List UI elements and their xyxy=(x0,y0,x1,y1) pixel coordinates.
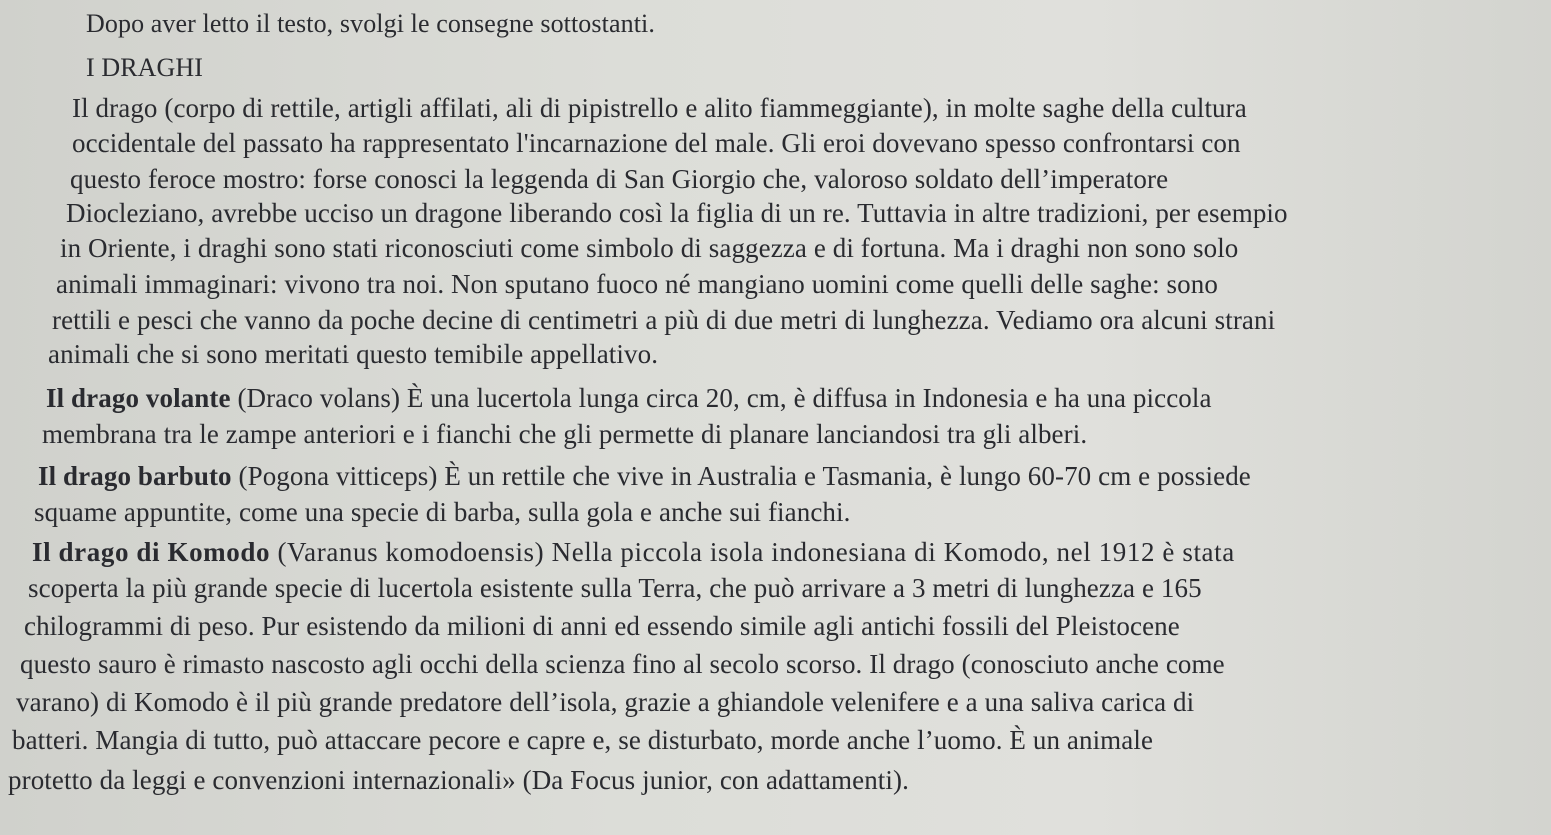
drago-barbuto-line: squame appuntite, come una specie di barba, sulla gola e anche sui fianchi. xyxy=(34,497,851,527)
drago-komodo-name: Il drago di Komodo xyxy=(32,537,271,567)
drago-volante-text: (Draco volans) È una lucertola lunga circa 20, cm, è diffusa in Indonesia e ha una piccola xyxy=(230,383,1212,413)
drago-barbuto-name: Il drago barbuto xyxy=(38,461,232,491)
intro-line: in Oriente, i draghi sono stati riconosciuti come simbolo di saggezza e di fortuna. Ma i draghi non sono solo xyxy=(60,233,1239,263)
document-title: I DRAGHI xyxy=(86,53,204,82)
drago-barbuto-text: (Pogona vitticeps) È un rettile che vive in Australia e Tasmania, è lungo 60-70 cm e possiede xyxy=(231,461,1251,491)
drago-komodo-line: scoperta la più grande specie di lucertola esistente sulla Terra, che può arrivare a 3 metri di lunghezza e 165 xyxy=(28,573,1202,603)
drago-volante-line xyxy=(46,382,1212,414)
intro-line: Il drago (corpo di rettile, artigli affilati, ali di pipistrello e alito fiammeggiante), in molte saghe della cultura xyxy=(72,93,1247,123)
intro-line: animali che si sono meritati questo temibile appellativo. xyxy=(48,339,659,369)
drago-komodo-text: (Varanus komodoensis) Nella piccola isola indonesiana di Komodo, nel 1912 è stata xyxy=(270,537,1235,567)
drago-komodo-line xyxy=(32,536,1235,568)
drago-volante-name: Il drago volante xyxy=(46,383,231,413)
drago-volante-line: membrana tra le zampe anteriori e i fianchi che gli permette di planare lanciandosi tra gli alberi. xyxy=(42,419,1088,449)
drago-komodo-line: batteri. Mangia di tutto, può attaccare pecore e capre e, se disturbato, morde anche l’uomo. È un animale xyxy=(12,725,1154,755)
drago-komodo-line: chilogrammi di peso. Pur esistendo da milioni di anni ed essendo simile agli antichi fossili del Pleistocene xyxy=(24,611,1180,641)
intro-line: animali immaginari: vivono tra noi. Non sputano fuoco né mangiano uomini come quelli delle saghe: sono xyxy=(56,269,1218,299)
drago-komodo-line: protetto da leggi e convenzioni internazionali» (Da Focus junior, con adattamenti). xyxy=(8,765,909,795)
intro-line: Diocleziano, avrebbe ucciso un dragone liberando così la figlia di un re. Tuttavia in altre tradizioni, per esempio xyxy=(66,198,1288,228)
drago-barbuto-line xyxy=(38,460,1251,492)
instructions-text: Dopo aver letto il testo, svolgi le consegne sottostanti. xyxy=(86,9,655,38)
intro-line: occidentale del passato ha rappresentato l'incarnazione del male. Gli eroi dovevano spesso confrontarsi con xyxy=(72,128,1241,158)
intro-line: questo feroce mostro: forse conosci la leggenda di San Giorgio che, valoroso soldato dell’imperatore xyxy=(70,164,1169,194)
drago-komodo-line: questo sauro è rimasto nascosto agli occhi della scienza fino al secolo scorso. Il drago (conosciuto anche come xyxy=(20,649,1225,679)
drago-komodo-line: varano) di Komodo è il più grande predatore dell’isola, grazie a ghiandole velenifere e a una saliva carica di xyxy=(16,687,1195,717)
intro-line: rettili e pesci che vanno da poche decine di centimetri a più di due metri di lunghezza. Vediamo ora alcuni strani xyxy=(52,305,1276,335)
